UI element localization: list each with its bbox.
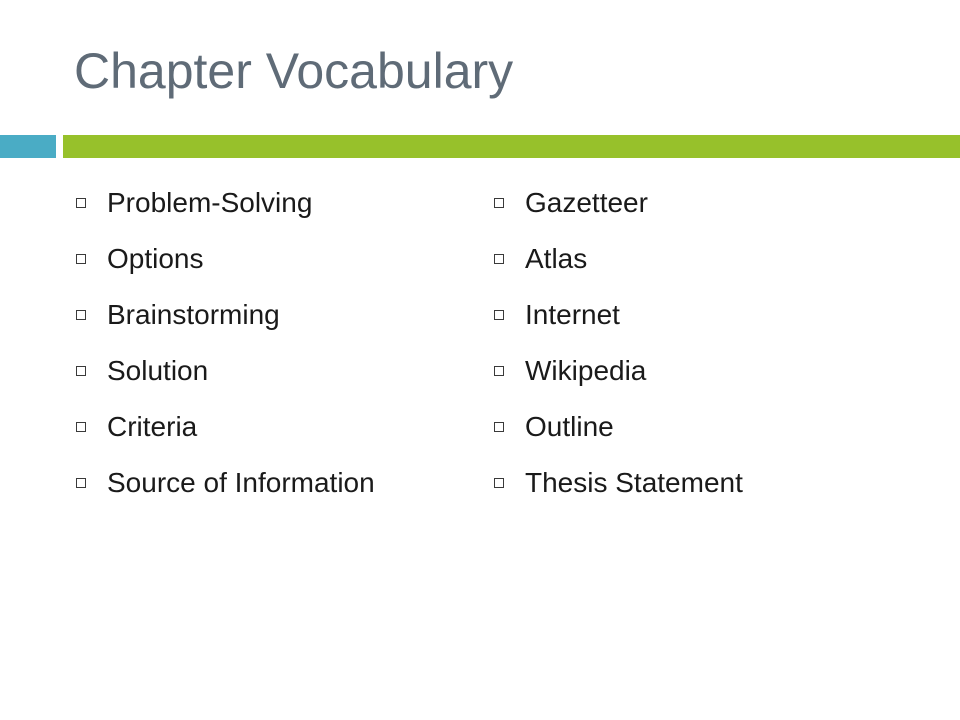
list-item bbox=[76, 287, 375, 343]
list-item bbox=[494, 287, 743, 343]
list-item bbox=[76, 343, 375, 399]
square-bullet-icon bbox=[494, 478, 504, 488]
list-item bbox=[494, 343, 743, 399]
accent-bar-green bbox=[63, 135, 960, 158]
list-item bbox=[494, 231, 743, 287]
list-item-text: Options bbox=[107, 243, 204, 274]
list-item bbox=[494, 399, 743, 455]
square-bullet-icon bbox=[494, 366, 504, 376]
list-item bbox=[76, 175, 375, 231]
list-item-text: Problem-Solving bbox=[107, 187, 313, 218]
list-item bbox=[76, 455, 375, 511]
accent-bar-teal bbox=[0, 135, 56, 158]
list-item-text: Gazetteer bbox=[525, 187, 648, 218]
list-item-text: Brainstorming bbox=[107, 299, 280, 330]
list-item-text: Thesis Statement bbox=[525, 467, 743, 498]
list-item-text: Atlas bbox=[525, 243, 588, 274]
square-bullet-icon bbox=[76, 366, 86, 376]
list-item bbox=[494, 175, 743, 231]
square-bullet-icon bbox=[76, 254, 86, 264]
list-item-text: Outline bbox=[525, 411, 614, 442]
list-item bbox=[76, 231, 375, 287]
list-item-text: Internet bbox=[525, 299, 620, 330]
slide-title: Chapter Vocabulary bbox=[74, 43, 514, 99]
list-item-text: Criteria bbox=[107, 411, 198, 442]
list-item bbox=[494, 455, 743, 511]
list-item-text: Wikipedia bbox=[525, 355, 647, 386]
square-bullet-icon bbox=[76, 422, 86, 432]
square-bullet-icon bbox=[494, 254, 504, 264]
list-item-text: Solution bbox=[107, 355, 209, 386]
vocabulary-list-right bbox=[494, 175, 743, 511]
square-bullet-icon bbox=[76, 310, 86, 320]
square-bullet-icon bbox=[76, 198, 86, 208]
list-item-text: Source of Information bbox=[107, 467, 375, 498]
vocabulary-list-left bbox=[76, 175, 375, 511]
square-bullet-icon bbox=[76, 478, 86, 488]
square-bullet-icon bbox=[494, 310, 504, 320]
square-bullet-icon bbox=[494, 198, 504, 208]
list-item bbox=[76, 399, 375, 455]
square-bullet-icon bbox=[494, 422, 504, 432]
